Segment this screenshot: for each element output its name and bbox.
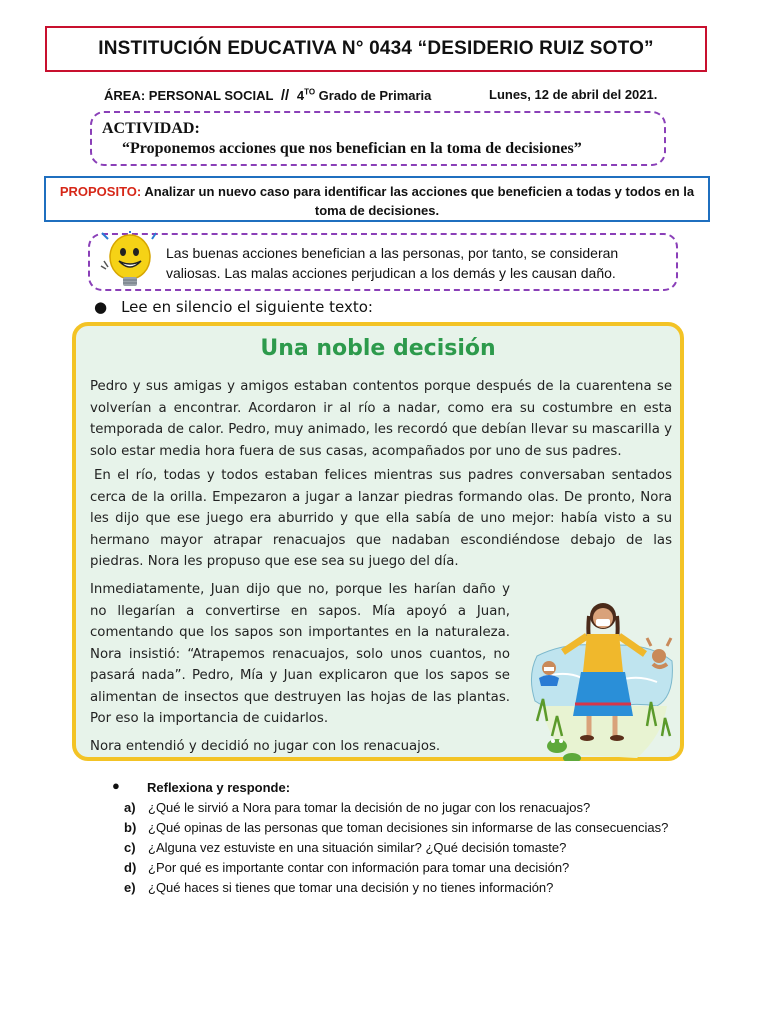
- question-a: [124, 800, 590, 815]
- question-letter: b): [124, 820, 137, 835]
- question-text: ¿Alguna vez estuviste en una situación similar? ¿Qué decisión tomaste?: [148, 840, 567, 855]
- story-paragraph-4: Nora entendió y decidió no jugar con los renacuajos.: [90, 739, 441, 754]
- question-text: ¿Qué haces si tienes que tomar una decisión y no tienes información?: [148, 880, 554, 895]
- reflection-heading: Reflexiona y responde:: [147, 780, 291, 795]
- institution-title: INSTITUCIÓN EDUCATIVA N° 0434 “DESIDERIO RUIZ SOTO”: [45, 26, 707, 72]
- smiley-lightbulb-icon: [100, 231, 156, 291]
- area-grade-line: [104, 87, 431, 104]
- grade-number: 4: [296, 88, 305, 103]
- date-label: Lunes, 12 de abril del 2021.: [489, 87, 658, 102]
- story-box: [72, 322, 684, 761]
- question-letter: d): [124, 860, 137, 875]
- purpose-box: [44, 176, 710, 222]
- question-b: [124, 820, 668, 835]
- question-text: ¿Qué le sirvió a Nora para tomar la decisión de no jugar con los renacuajos?: [148, 800, 591, 815]
- purpose-label: PROPOSITO:: [59, 184, 142, 199]
- question-e: [124, 880, 553, 895]
- children-river-illustration: [527, 586, 677, 761]
- story-paragraph-1: Pedro y sus amigas y amigos estaban contentos porque después de la cuarentena se volverían a encontrar. Acordaron ir al río a nadar, como era su costumbre en esta temporada de calor. Pedro, muy animado, les recordó que debían llevar su mascarilla y solo estar media hora fuera de sus casas, acompañados por uno de sus padres.: [90, 379, 672, 459]
- separator: //: [280, 87, 290, 104]
- grade-superscript: TO: [304, 87, 316, 97]
- purpose-text: Analizar un nuevo caso para identificar las acciones que beneficien a todas y todos en la toma de decisiones.: [141, 184, 695, 218]
- instruction-line: [94, 298, 373, 316]
- bullet-dot: ●: [112, 778, 120, 793]
- story-paragraph-2: En el río, todas y todos estaban felices mientras sus padres conversaban sentados cerca de la orilla. Empezaron a jugar a lanzar piedras formando olas. De pronto, Nora les dijo que ese juego era aburrido y que ella sabía de uno mejor: había visto a su hermano mayor atrapar renacuajos que nadaban escondiéndose debajo de las piedras. Nora les propuso que ese sea su juego del día.: [90, 468, 672, 569]
- question-letter: c): [124, 840, 136, 855]
- activity-label: ACTIVIDAD:: [102, 120, 200, 137]
- note-text: Las buenas acciones benefician a las personas, por tanto, se consideran valiosas. Las malas acciones perjudican a los demás y les causan daño.: [166, 245, 619, 281]
- area-label: ÁREA: PERSONAL SOCIAL: [104, 88, 274, 103]
- grade-text: Grado de Primaria: [315, 88, 432, 103]
- story-paragraph-3: Inmediatamente, Juan dijo que no, porque les harían daño y no llegarían a convertirse en sapos. Mía apoyó a Juan, comentando que los sapos son importantes en la naturaleza. Nora insistió: “Atrapemos renacuajos, solo unos cuantos, no pasará nada”. Pedro, Mía y Juan explicaron que los sapos se alimentan de insectos que destruyen las hojas de las plantas. Por eso la importancia de cuidarlos.: [90, 582, 510, 726]
- question-letter: e): [124, 880, 136, 895]
- activity-text: “Proponemos acciones que nos benefician en la toma de decisiones”: [122, 140, 582, 157]
- question-text: ¿Por qué es importante contar con información para tomar una decisión?: [148, 860, 570, 875]
- activity-box: [90, 111, 666, 166]
- story-title: Una noble decisión: [260, 336, 496, 361]
- question-c: [124, 840, 566, 855]
- question-text: ¿Qué opinas de las personas que toman decisiones sin informarse de las consecuencias?: [148, 820, 669, 835]
- note-box: [88, 233, 678, 291]
- bullet-dot: ●: [94, 298, 108, 316]
- question-letter: a): [124, 800, 136, 815]
- instruction-text: Lee en silencio el siguiente texto:: [121, 298, 373, 316]
- question-d: [124, 860, 569, 875]
